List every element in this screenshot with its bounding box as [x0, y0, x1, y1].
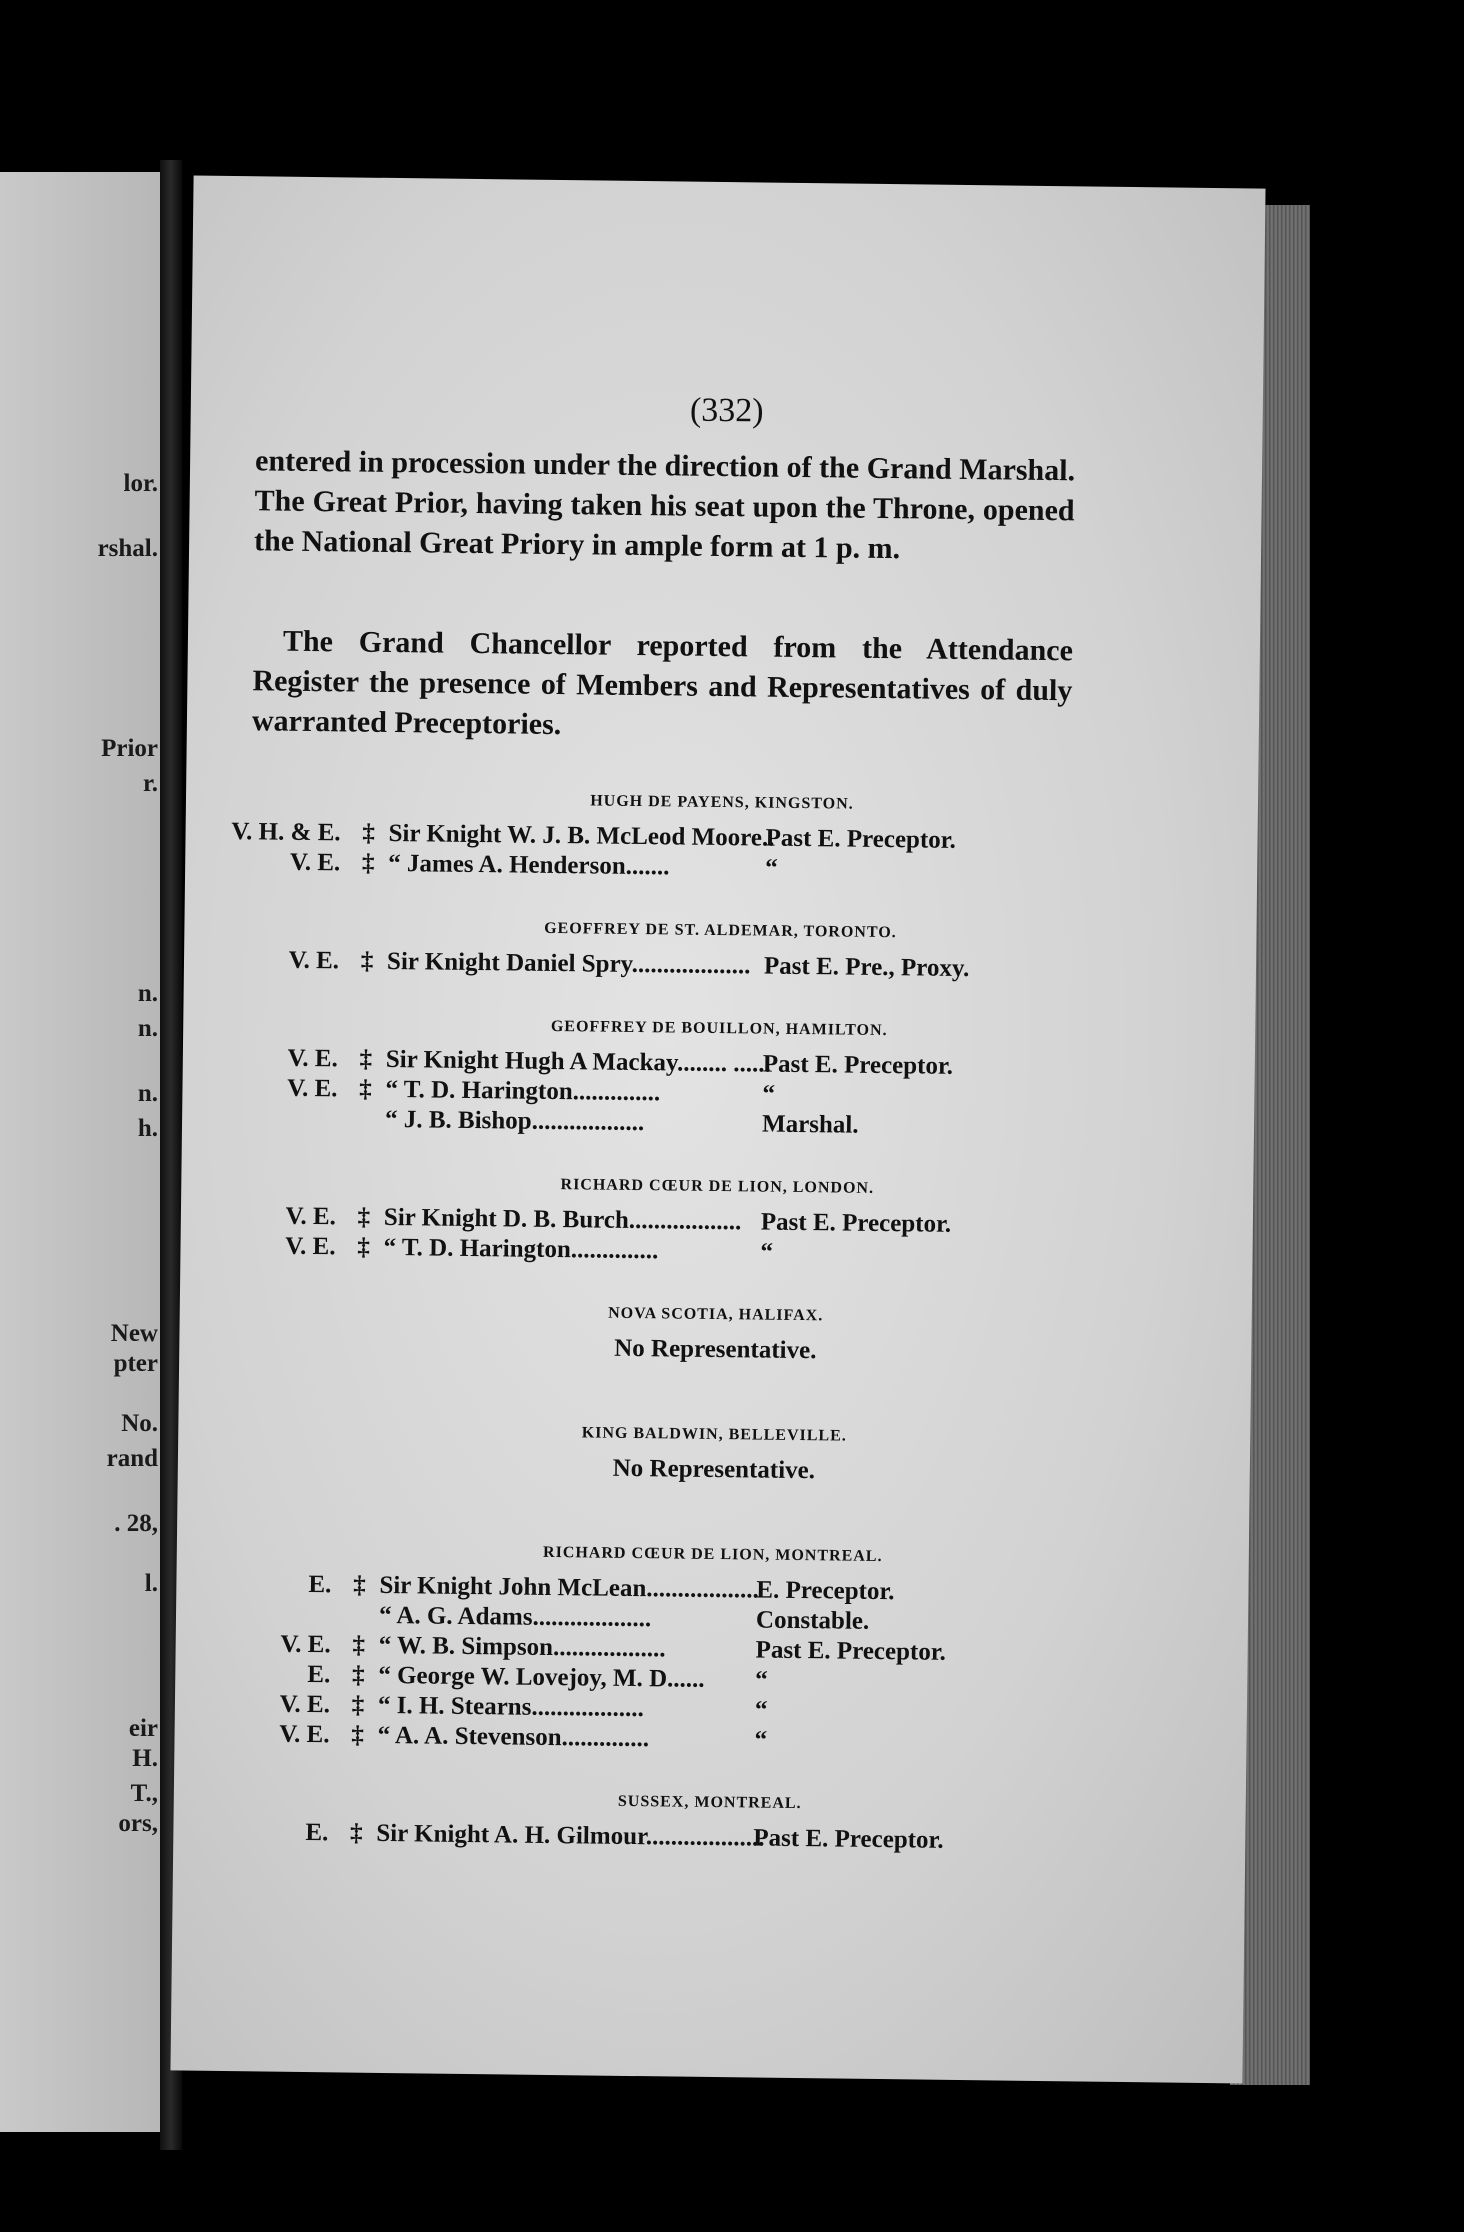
degree-mark: ‡: [352, 1631, 366, 1659]
preceptory-heading: RICHARD CŒUR DE LION, MONTREAL.: [542, 1543, 883, 1566]
preceptory-heading: GEOFFREY DE ST. ALDEMAR, TORONTO.: [544, 919, 897, 942]
member-name: “ James A. Henderson.......: [388, 849, 670, 881]
facing-page-fragment: n.: [137, 1080, 158, 1107]
preceptory-heading: NOVA SCOTIA, HALIFAX.: [608, 1304, 824, 1325]
member-title: V. E.: [285, 1232, 336, 1261]
facing-page-fragment: n.: [137, 1015, 158, 1042]
facing-page-fragment: l.: [144, 1570, 158, 1597]
facing-page-fragment: n.: [137, 980, 158, 1007]
member-title: V. E.: [287, 1074, 338, 1103]
facing-page-fragment: ors,: [118, 1810, 158, 1837]
member-entry: [176, 1599, 870, 1635]
degree-mark: ‡: [362, 819, 376, 847]
paragraph-attendance: The Grand Chancellor reported from the Attendance Register the presence of Members and Representatives of duly warranted Preceptories.: [251, 624, 1074, 742]
member-title: E.: [308, 1571, 332, 1599]
member-office: Past E. Preceptor.: [753, 1824, 944, 1854]
degree-mark: ‡: [357, 1203, 371, 1231]
member-title: V. E.: [287, 1044, 338, 1073]
page-number: (332): [689, 391, 764, 430]
member-entry: [181, 1201, 952, 1238]
member-entry: [175, 1659, 768, 1694]
member-name: “ I. H. Stearns..................: [377, 1691, 645, 1723]
member-name: Sir Knight Hugh A Mackay........ ......: [385, 1045, 772, 1078]
member-office: “: [754, 1726, 768, 1754]
book-page: [170, 176, 1265, 2084]
paragraph-procession: entered in procession under the direction of the Grand Marshal. The Great Prior, having taken his seat upon the Throne, opened the National Great Priory in ample form at 1 p. m.: [253, 444, 1076, 566]
member-office: Past E. Preceptor.: [755, 1636, 947, 1666]
member-name: “ George W. Lovejoy, M. D......: [378, 1661, 705, 1693]
member-name: “ J. B. Bishop..................: [384, 1105, 645, 1137]
member-entry: [185, 847, 778, 882]
member-office: “: [765, 854, 778, 882]
degree-mark: ‡: [349, 1819, 363, 1847]
member-name: Sir Knight A. H. Gilmour...................: [376, 1819, 765, 1852]
member-office: “: [755, 1666, 768, 1694]
member-office: Past E. Preceptor.: [765, 824, 956, 854]
facing-page-fragment: rand: [106, 1445, 158, 1472]
degree-mark: ‡: [359, 1075, 372, 1103]
member-name: Sir Knight Daniel Spry...................: [386, 947, 751, 980]
member-office: Marshal.: [761, 1110, 859, 1139]
preceptory-heading: KING BALDWIN, BELLEVILLE.: [581, 1424, 847, 1445]
member-office: Past E. Pre., Proxy.: [763, 952, 970, 983]
member-entry: [173, 1817, 944, 1854]
member-entry: [183, 1043, 954, 1080]
degree-mark: ‡: [360, 947, 374, 975]
member-entry: [175, 1689, 768, 1724]
degree-mark: ‡: [351, 1661, 365, 1689]
facing-page-fragment: Prior: [101, 735, 158, 762]
degree-mark: ‡: [351, 1691, 365, 1719]
member-office: E. Preceptor.: [756, 1576, 895, 1606]
member-title: V. E.: [288, 946, 340, 975]
facing-page-fragment: pter: [113, 1350, 158, 1377]
facing-page-fragment: eir: [128, 1715, 158, 1742]
member-entry: [182, 1103, 859, 1139]
member-name: “ W. B. Simpson..................: [378, 1631, 666, 1663]
preceptory-heading: GEOFFREY DE BOUILLON, HAMILTON.: [550, 1017, 888, 1040]
member-name: “ A. G. Adams...................: [378, 1601, 652, 1633]
member-entry: [180, 1231, 774, 1266]
preceptory-heading: RICHARD CŒUR DE LION, LONDON.: [560, 1176, 875, 1197]
member-office: Past E. Preceptor.: [760, 1208, 952, 1238]
facing-page-fragment: . 28,: [114, 1510, 158, 1537]
member-name: Sir Knight D. B. Burch..................: [383, 1203, 742, 1236]
no-representative-note: No Representative.: [612, 1454, 816, 1485]
member-name: Sir Knight John McLean..................: [379, 1571, 759, 1604]
member-title: V. E.: [285, 1202, 337, 1231]
preceptory-heading: HUGH DE PAYENS, KINGSTON.: [590, 792, 854, 813]
facing-page: [0, 172, 160, 2132]
facing-page-fragment: r.: [142, 770, 158, 797]
facing-page-fragment: T.,: [130, 1780, 158, 1807]
member-entry: [184, 945, 970, 983]
member-entry: [174, 1719, 768, 1754]
degree-mark: ‡: [361, 849, 375, 877]
degree-mark: ‡: [352, 1571, 366, 1599]
member-name: “ T. D. Harington..............: [383, 1233, 659, 1265]
facing-page-fragment: h.: [137, 1115, 158, 1142]
member-name: “ A. A. Stevenson..............: [377, 1721, 650, 1753]
facing-page-fragment: No.: [121, 1410, 158, 1437]
member-entry: [176, 1629, 947, 1666]
degree-mark: ‡: [351, 1721, 364, 1749]
member-title: V. E.: [279, 1690, 331, 1719]
facing-page-fragment: H.: [132, 1745, 158, 1772]
member-name: “ T. D. Harington..............: [385, 1075, 661, 1107]
member-title: V. E.: [279, 1720, 330, 1749]
member-entry: [176, 1569, 895, 1606]
degree-mark: ‡: [357, 1233, 370, 1261]
facing-page-fragment: rshal.: [97, 535, 158, 562]
member-title: [182, 1124, 345, 1126]
preceptory-heading: SUSSEX, MONTREAL.: [617, 1792, 802, 1813]
facing-page-fragment: lor.: [123, 470, 158, 497]
member-office: Past E. Preceptor.: [762, 1050, 954, 1080]
member-title: V. E.: [280, 1630, 331, 1659]
member-office: “: [760, 1238, 774, 1266]
member-office: Constable.: [755, 1606, 870, 1635]
member-title: E.: [305, 1819, 329, 1847]
degree-mark: ‡: [359, 1045, 373, 1073]
member-title: V. E.: [289, 848, 341, 877]
facing-page-fragment: New: [110, 1320, 158, 1347]
member-entry: [182, 1073, 776, 1108]
member-title: V. H. & E.: [231, 818, 341, 847]
member-office: “: [754, 1696, 768, 1724]
member-entry: [185, 817, 956, 854]
member-office: “: [762, 1080, 776, 1108]
member-name: Sir Knight W. J. B. McLeod Moore..: [388, 819, 775, 852]
member-title: [176, 1620, 339, 1622]
member-title: E.: [307, 1661, 331, 1689]
no-representative-note: No Representative.: [614, 1334, 817, 1365]
